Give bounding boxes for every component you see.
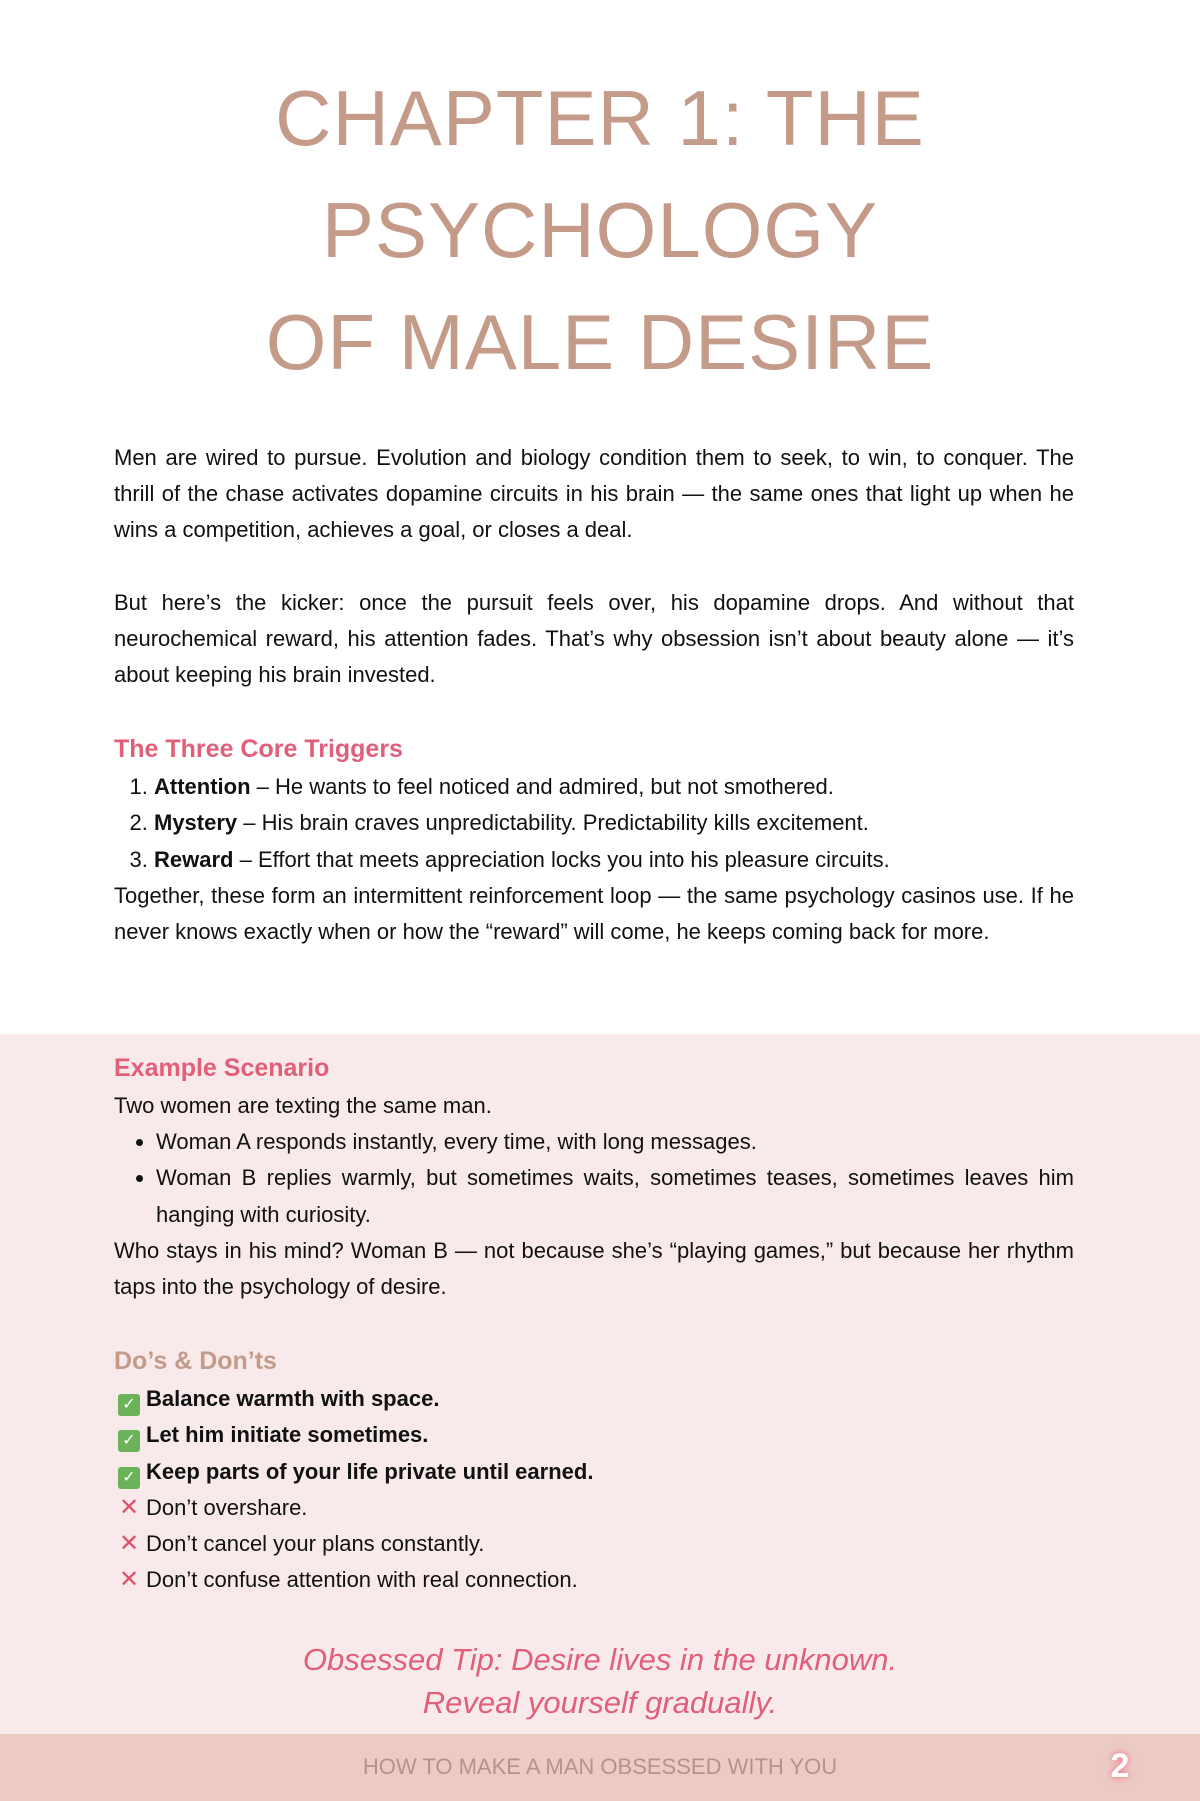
- do-item: [114, 1417, 1074, 1453]
- check-icon: ✓: [118, 1394, 140, 1416]
- dont-text: Don’t confuse attention with real connection.: [146, 1567, 578, 1593]
- trigger-item: [154, 842, 1074, 878]
- trigger-text: – His brain craves unpredictability. Predictability kills excitement.: [237, 810, 869, 836]
- triggers-section: [114, 729, 1074, 950]
- triggers-heading: The Three Core Triggers: [114, 735, 403, 764]
- intro-paragraph-2: But here’s the kicker: once the pursuit feels over, his dopamine drops. And without that neurochemical reward, his attention fades. That’s why obsession isn’t about beauty alone — it’s about keeping his brain invested.: [114, 589, 1074, 688]
- check-icon: ✓: [118, 1467, 140, 1489]
- trigger-text: – He wants to feel noticed and admired, but not smothered.: [250, 774, 834, 800]
- do-item: [114, 1381, 1074, 1417]
- dont-text: Don’t cancel your plans constantly.: [146, 1531, 485, 1557]
- check-icon: ✓: [118, 1430, 140, 1452]
- cross-icon: ✕: [118, 1530, 140, 1558]
- dos-list: [114, 1381, 1074, 1598]
- intro-paragraph-1: Men are wired to pursue. Evolution and biology condition them to seek, to win, to conquer. The thrill of the chase activates dopamine circuits in his brain — the same ones that light up when he wins a competition, achieves a goal, or closes a deal.: [114, 445, 1074, 543]
- footer-band: [0, 1734, 1200, 1801]
- trigger-item: [154, 805, 1074, 841]
- title-line-1: CHAPTER 1: THE PSYCHOLOGY: [275, 74, 925, 274]
- trigger-term: Reward: [154, 846, 234, 872]
- do-item: [114, 1454, 1074, 1490]
- dont-text: Don’t overshare.: [146, 1494, 308, 1520]
- triggers-summary: Together, these form an intermittent reinforcement loop — the same psychology casinos use. If he never knows exactly when or how the “reward” will come, he keeps coming back for more.: [114, 882, 1074, 945]
- trigger-text: – Effort that meets appreciation locks you into his pleasure circuits.: [233, 846, 890, 872]
- dont-item: [114, 1490, 1074, 1526]
- trigger-term: Mystery: [154, 810, 238, 836]
- title-line-2: OF MALE DESIRE: [265, 298, 935, 386]
- dos-donts-section: [114, 1341, 1074, 1598]
- scenario-heading: Example Scenario: [114, 1054, 330, 1082]
- footer-book-title: HOW TO MAKE A MAN OBSESSED WITH YOU: [362, 1754, 838, 1780]
- do-text: Keep parts of your life private until earned.: [146, 1458, 594, 1484]
- do-text: Let him initiate sometimes.: [146, 1422, 429, 1448]
- scenario-intro: Two women are texting the same man.: [114, 1093, 492, 1118]
- tip-line-1: Obsessed Tip: Desire lives in the unknown.: [302, 1642, 898, 1678]
- dos-donts-heading: Do’s & Don’ts: [114, 1347, 277, 1376]
- intro-section: [0, 398, 1200, 1034]
- scenario-background: [0, 1034, 1200, 1734]
- tip-line-2: Reveal yourself gradually.: [422, 1685, 778, 1721]
- scenario-section: [114, 1048, 1074, 1305]
- do-text: Balance warmth with space.: [146, 1386, 440, 1412]
- dont-item: [114, 1562, 1074, 1598]
- scenario-bullet: • Woman A responds instantly, every time, with long messages.: [156, 1124, 1074, 1160]
- page-number: 2: [1110, 1747, 1130, 1786]
- cross-icon: ✕: [118, 1566, 140, 1594]
- triggers-list: [114, 769, 1074, 878]
- dont-item: [114, 1526, 1074, 1562]
- scenario-conclusion: Who stays in his mind? Woman B — not because she’s “playing games,” but because her rhythm taps into the psychology of desire.: [114, 1237, 1074, 1300]
- chapter-title: [0, 0, 1200, 398]
- scenario-bullet: • Woman B replies warmly, but sometimes waits, sometimes teases, sometimes leaves him hanging with curiosity.: [156, 1160, 1074, 1232]
- trigger-term: Attention: [154, 774, 251, 800]
- scenario-list: [114, 1124, 1074, 1233]
- trigger-item: [154, 769, 1074, 805]
- obsessed-tip: [0, 1638, 1200, 1724]
- cross-icon: ✕: [118, 1493, 140, 1521]
